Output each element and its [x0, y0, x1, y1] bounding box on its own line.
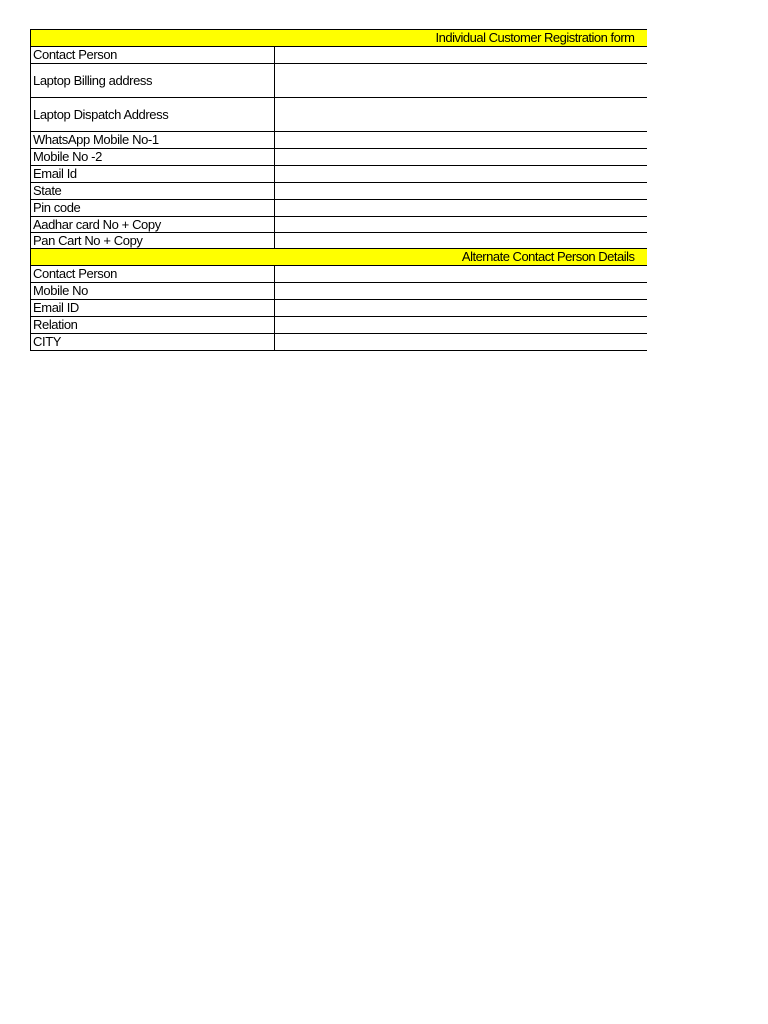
- form-row: [31, 132, 647, 149]
- field-value-cell[interactable]: [275, 334, 647, 351]
- form-row: [31, 47, 647, 64]
- form-row: [31, 317, 647, 334]
- field-label: Contact Person: [31, 47, 275, 64]
- form-row: [31, 233, 647, 249]
- field-label: Aadhar card No + Copy: [31, 217, 275, 233]
- field-label: Laptop Billing address: [31, 64, 275, 98]
- section-header-alternate-contact: [31, 249, 647, 266]
- form-row: [31, 217, 647, 233]
- form-row: [31, 64, 647, 98]
- field-value-cell[interactable]: [275, 132, 647, 149]
- section-title: Individual Customer Registration form: [31, 30, 647, 47]
- field-value-cell[interactable]: [275, 266, 647, 283]
- field-label: State: [31, 183, 275, 200]
- section-title: Alternate Contact Person Details: [31, 249, 647, 266]
- form-row: [31, 200, 647, 217]
- field-label: Contact Person: [31, 266, 275, 283]
- field-value-cell[interactable]: [275, 149, 647, 166]
- field-value-cell[interactable]: [275, 233, 647, 249]
- form-row: [31, 300, 647, 317]
- form-row: [31, 98, 647, 132]
- field-label: WhatsApp Mobile No-1: [31, 132, 275, 149]
- field-value-cell[interactable]: [275, 98, 647, 132]
- section-header-registration: [31, 30, 647, 47]
- field-value-cell[interactable]: [275, 200, 647, 217]
- field-label: Mobile No: [31, 283, 275, 300]
- field-label: Pin code: [31, 200, 275, 217]
- field-label: CITY: [31, 334, 275, 351]
- field-value-cell[interactable]: [275, 283, 647, 300]
- registration-form-table: [30, 29, 647, 351]
- field-value-cell[interactable]: [275, 166, 647, 183]
- field-value-cell[interactable]: [275, 183, 647, 200]
- field-label: Pan Cart No + Copy: [31, 233, 275, 249]
- form-row: [31, 149, 647, 166]
- field-label: Mobile No -2: [31, 149, 275, 166]
- field-value-cell[interactable]: [275, 47, 647, 64]
- field-label: Laptop Dispatch Address: [31, 98, 275, 132]
- field-value-cell[interactable]: [275, 64, 647, 98]
- form-row: [31, 283, 647, 300]
- field-value-cell[interactable]: [275, 300, 647, 317]
- field-value-cell[interactable]: [275, 317, 647, 334]
- field-label: Relation: [31, 317, 275, 334]
- field-value-cell[interactable]: [275, 217, 647, 233]
- form-row: [31, 266, 647, 283]
- form-row: [31, 166, 647, 183]
- field-label: Email ID: [31, 300, 275, 317]
- form-row: [31, 183, 647, 200]
- field-label: Email Id: [31, 166, 275, 183]
- form-row: [31, 334, 647, 351]
